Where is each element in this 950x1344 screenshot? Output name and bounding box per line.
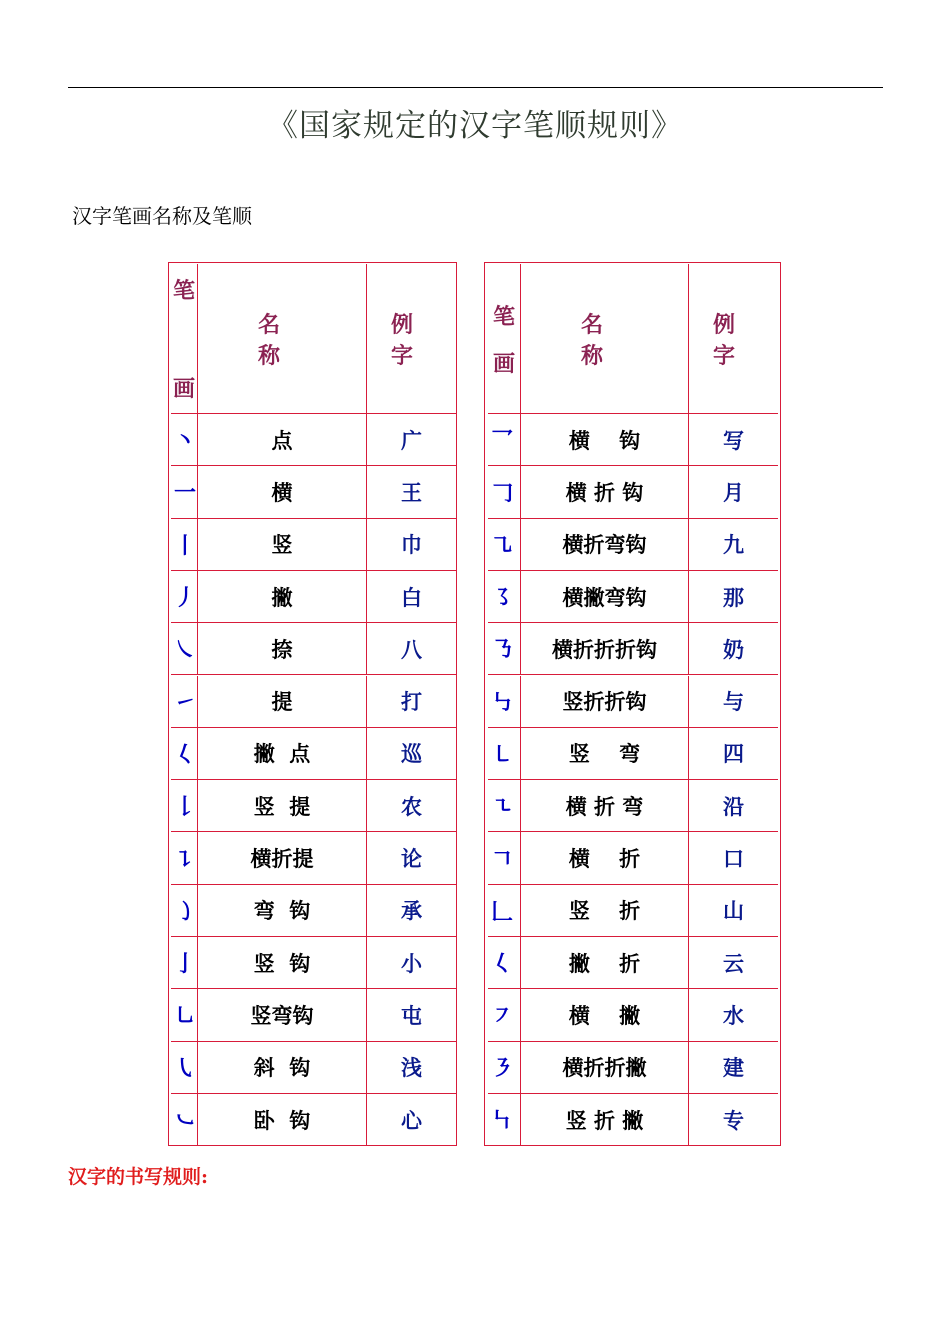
stroke-name-cell: 竖 提 [198,780,367,832]
table-row [488,780,778,832]
table-header-left [171,264,456,414]
header-example-label: 例字 [713,312,760,369]
example-char-cell: 论 [367,832,456,884]
top-rule [68,87,883,88]
table-row [488,989,778,1041]
header-example [689,264,778,414]
header-stroke-char-2: 画 [492,351,515,377]
stroke-cell: ㇊ [171,832,198,884]
example-char-cell: 巡 [367,728,456,780]
stroke-cell: ㇋ [488,1042,521,1094]
example-char-cell: 建 [689,1042,778,1094]
stroke-name-cell: 竖 弯 [521,728,689,780]
example-char-cell: 承 [367,885,456,937]
stroke-cell: ㇞ [488,1094,521,1146]
stroke-name-cell: 横折折折钩 [521,623,689,675]
example-char-cell: 四 [689,728,778,780]
stroke-name-cell: 横折折撇 [521,1042,689,1094]
stroke-cell: ㇃ [171,1094,198,1146]
example-char-cell: 那 [689,571,778,623]
table-row [171,466,456,518]
page-title: 《国家规定的汉字笔顺规则》 [267,108,683,144]
stroke-name-cell: 弯 钩 [198,885,367,937]
stroke-name-cell: 竖弯钩 [198,989,367,1041]
stroke-cell: ㇏ [171,623,198,675]
stroke-name-cell: 竖 [198,519,367,571]
stroke-name-cell: 横 撇 [521,989,689,1041]
stroke-name-cell: 撇 [198,571,367,623]
header-stroke-char-1: 笔 [492,304,515,330]
example-char-cell: 王 [367,466,456,518]
stroke-name-cell: 提 [198,676,367,728]
example-char-cell: 月 [689,466,778,518]
stroke-cell: ㇟ [171,989,198,1041]
stroke-name-cell: 横 钩 [521,414,689,466]
header-example-label: 例字 [391,312,438,369]
stroke-cell: 丶 [171,414,198,466]
stroke-name-cell: 竖 钩 [198,937,367,989]
header-stroke-char-2: 画 [172,377,195,402]
example-char-cell: 巾 [367,519,456,571]
example-char-cell: 与 [689,676,778,728]
example-char-cell: 云 [689,937,778,989]
table-row [488,466,778,518]
example-char-cell: 白 [367,571,456,623]
stroke-cell: ㇈ [488,519,521,571]
example-char-cell: 写 [689,414,778,466]
stroke-name-cell: 横 折 [521,832,689,884]
table-row [488,885,778,937]
stroke-cell: ㇌ [488,571,521,623]
table-row [171,989,456,1041]
section-heading: 汉字笔画名称及笔顺 [72,204,252,228]
table-row [488,519,778,571]
table-row [488,728,778,780]
header-stroke [488,264,521,414]
header-name [521,264,689,414]
header-example [367,264,456,414]
table-row [488,937,778,989]
example-char-cell: 屯 [367,989,456,1041]
table-row [171,676,456,728]
stroke-cell: 𠄌 [171,780,198,832]
example-char-cell: 山 [689,885,778,937]
table-row [171,728,456,780]
example-char-cell: 浅 [367,1042,456,1094]
stroke-cell: ㇁ [171,885,198,937]
table-row [171,780,456,832]
table-row [171,885,456,937]
table-row [171,832,456,884]
table-row [171,571,456,623]
table-header-right [488,264,778,414]
stroke-cell: ㇂ [171,1042,198,1094]
stroke-cell: 𠃍 [488,832,521,884]
table-row [488,623,778,675]
stroke-name-cell: 斜 钩 [198,1042,367,1094]
header-name-label: 名称 [258,312,341,369]
stroke-name-cell: 横撇弯钩 [521,571,689,623]
stroke-name-cell: 横 [198,466,367,518]
header-stroke [171,264,198,414]
example-char-cell: 沿 [689,780,778,832]
stroke-cell: 亅 [171,937,198,989]
table-row [488,571,778,623]
example-char-cell: 九 [689,519,778,571]
stroke-cell: 𠃌 [488,466,521,518]
table-row [171,1042,456,1094]
table-row [171,414,456,466]
stroke-name-cell: 卧 钩 [198,1094,367,1146]
table-row [171,1094,456,1146]
stroke-cell: ㇉ [488,676,521,728]
example-char-cell: 奶 [689,623,778,675]
table-divider-column [456,262,485,1146]
stroke-name-cell: 横折提 [198,832,367,884]
table-row [171,519,456,571]
table-row [488,1094,778,1146]
stroke-cell: 𡿨 [171,728,198,780]
header-stroke-char-1: 笔 [172,279,195,304]
example-char-cell: 心 [367,1094,456,1146]
stroke-cell: ㇄ [488,728,521,780]
stroke-name-cell: 横 折 钩 [521,466,689,518]
table-row [171,623,456,675]
stroke-cell: 乛 [488,414,521,466]
stroke-cell: 一 [171,466,198,518]
stroke-name-cell: 点 [198,414,367,466]
stroke-cell: ㇡ [488,623,521,675]
example-char-cell: 小 [367,937,456,989]
table-row [488,676,778,728]
example-char-cell: 八 [367,623,456,675]
stroke-cell: 丨 [171,519,198,571]
stroke-cell: ㇍ [488,780,521,832]
example-char-cell: 广 [367,414,456,466]
stroke-name-cell: 竖 折 [521,885,689,937]
header-name [198,264,367,414]
table-row [171,937,456,989]
stroke-name-cell: 竖折折钩 [521,676,689,728]
header-name-label: 名称 [581,312,664,369]
stroke-cell: 𡿨 [488,937,521,989]
table-row [488,1042,778,1094]
stroke-name-cell: 撇 折 [521,937,689,989]
stroke-cell: 丿 [171,571,198,623]
stroke-cell: ㇇ [488,989,521,1041]
stroke-cell: ㇀ [171,676,198,728]
stroke-name-cell: 竖 折 撇 [521,1094,689,1146]
example-char-cell: 专 [689,1094,778,1146]
example-char-cell: 水 [689,989,778,1041]
stroke-cell: 𠃊 [488,885,521,937]
stroke-name-cell: 横折弯钩 [521,519,689,571]
stroke-name-cell: 捺 [198,623,367,675]
example-char-cell: 打 [367,676,456,728]
example-char-cell: 农 [367,780,456,832]
rules-heading: 汉字的书写规则: [68,1166,209,1188]
example-char-cell: 口 [689,832,778,884]
table-row [488,414,778,466]
stroke-name-cell: 横 折 弯 [521,780,689,832]
stroke-name-cell: 撇 点 [198,728,367,780]
table-row [488,832,778,884]
